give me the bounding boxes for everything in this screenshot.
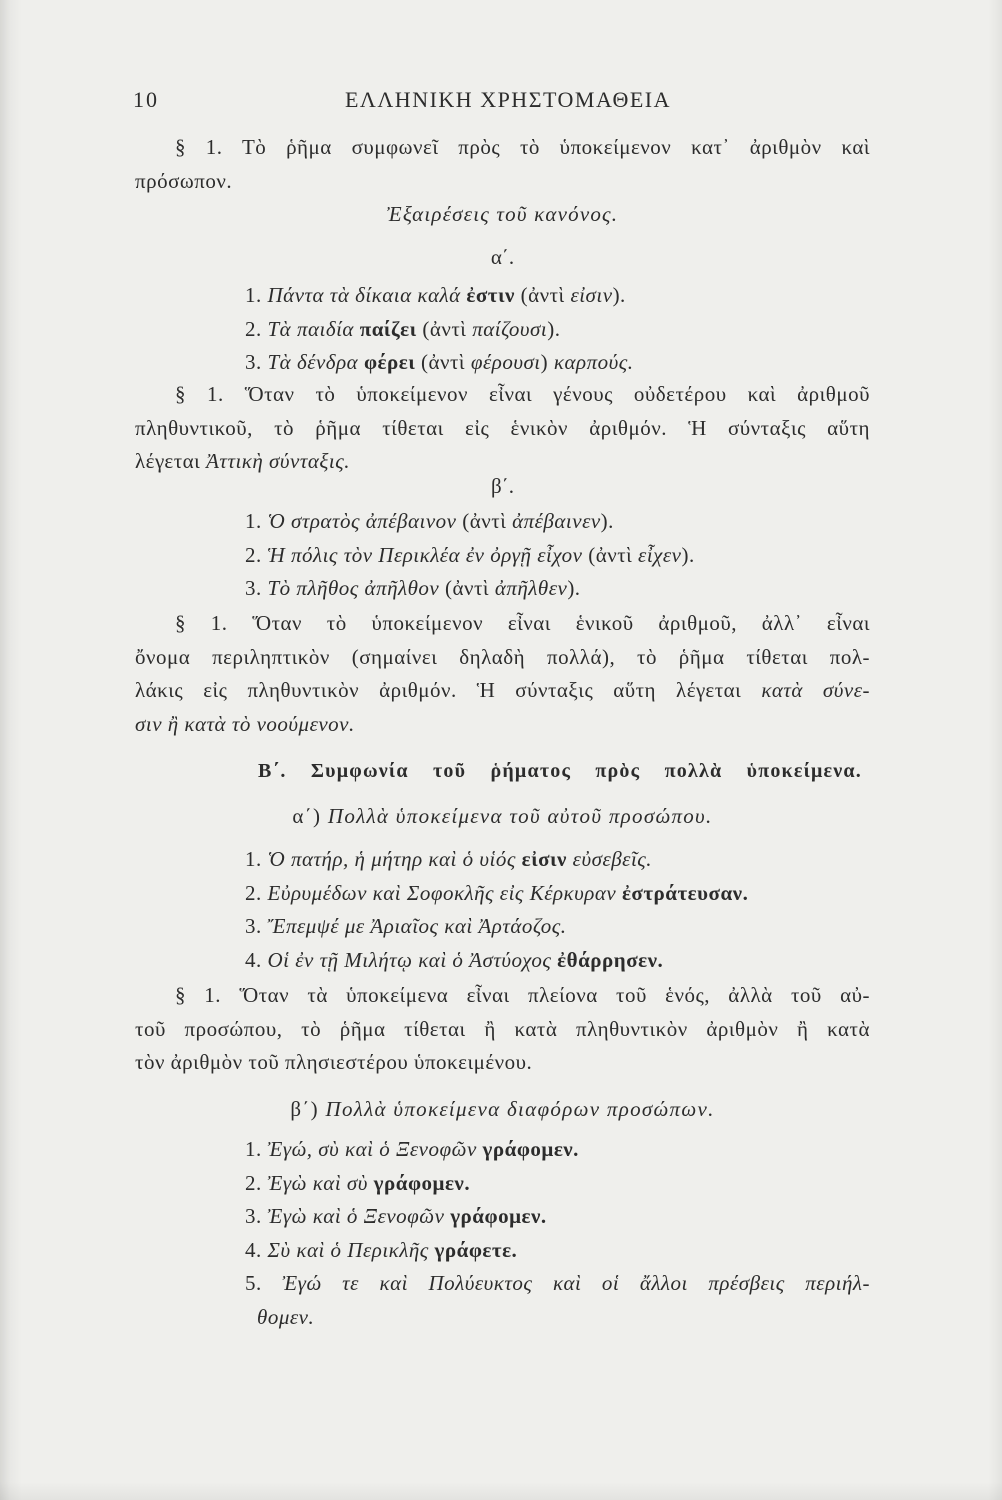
- text-line: [135, 641, 870, 675]
- text-run: § 1. Ὅταν τὰ ὑποκείμενα εἶναι πλείονα τοῦ ἑνός, ἀλλὰ τοῦ αὐ-: [175, 983, 870, 1007]
- example-item: [135, 877, 870, 911]
- text-run: ).: [567, 576, 581, 600]
- bold-run: παίζει: [359, 316, 417, 341]
- text-line: [135, 412, 870, 446]
- text-run: (ἀντὶ: [456, 509, 513, 533]
- example-item: [135, 505, 870, 539]
- text-line: [245, 1200, 870, 1234]
- text-run: 1.: [245, 847, 268, 871]
- example-item: [135, 313, 870, 347]
- note-paragraph-alpha: [135, 378, 870, 479]
- text-run: ): [540, 350, 554, 374]
- text-run: ).: [681, 542, 695, 567]
- text-run: 2.: [245, 316, 268, 341]
- italic-run: Πάντα τὰ δίκαια καλά: [267, 283, 467, 307]
- italic-run: Ἔπεμψέ με Ἀριαῖος καὶ Ἀρτάοζος.: [267, 914, 567, 938]
- italic-run: Πολλὰ ὑποκείμενα διαφόρων προσώπων.: [325, 1097, 715, 1121]
- text-line: [135, 378, 870, 412]
- text-line: [135, 979, 870, 1013]
- examples-list-beta: [135, 505, 870, 606]
- italic-run: Ὁ πατήρ, ἡ μήτηρ καὶ ὁ υἱός: [267, 847, 522, 871]
- heading: [135, 800, 870, 834]
- text-line: [245, 313, 870, 347]
- text-run: α΄): [292, 804, 328, 828]
- example-item: [135, 346, 870, 380]
- italic-run: Τὰ δένδρα: [267, 350, 364, 374]
- text-run: (ἀντὶ: [415, 350, 471, 374]
- text-run: 1.: [245, 509, 268, 533]
- text-run: 4.: [245, 947, 268, 972]
- italic-run: ἀπέβαινεν: [512, 509, 601, 533]
- italic-run: Εὐρυμέδων καὶ Σοφοκλῆς εἰς Κέρκυραν: [267, 880, 622, 905]
- text-run: (ἀντὶ: [416, 316, 473, 341]
- bold-run: γράφομεν.: [373, 1170, 471, 1195]
- italic-run: κατὰ σύνε-: [761, 678, 871, 702]
- text-line: [135, 165, 870, 199]
- text-run: ).: [612, 283, 626, 307]
- italic-run: καρπούς.: [553, 350, 634, 374]
- text-run: τοῦ προσώπου, τὸ ῥῆμα τίθεται ἢ κατὰ πληθυντικὸν ἀριθμὸν ἢ κατὰ: [135, 1016, 870, 1041]
- text-line: [245, 572, 870, 606]
- running-title: ΕΛΛΗΝΙΚΗ ΧΡΗΣΤΟΜΑΘΕΙΑ: [344, 87, 672, 112]
- italic-run: Τὸ πλῆθος ἀπῆλθον: [267, 576, 440, 600]
- example-item: [135, 1234, 870, 1268]
- text-line: [245, 1167, 870, 1201]
- agreement-rule-paragraph: [135, 131, 870, 198]
- examples-list-alpha: [135, 279, 870, 380]
- bold-run: γράφομεν.: [482, 1137, 579, 1161]
- text-line: [135, 1093, 870, 1127]
- text-line: [135, 674, 870, 708]
- text-run: λάκις εἰς πληθυντικὸν ἀριθμόν. Ἡ σύνταξις αὕτη λέγεται: [135, 678, 762, 702]
- examples-list-different-persons: [135, 1133, 870, 1334]
- italic-run: Ἐγώ, σὺ καὶ ὁ Ξενοφῶν: [267, 1137, 483, 1161]
- bold-run: γράφομεν.: [450, 1204, 547, 1228]
- text-line: [245, 346, 870, 380]
- text-run: 2.: [245, 880, 268, 905]
- bold-run: γράφετε.: [434, 1237, 518, 1262]
- example-item: [135, 1133, 870, 1167]
- text-line: [245, 843, 870, 877]
- text-line: [245, 505, 870, 539]
- example-item: [135, 539, 870, 573]
- paragraph: [135, 378, 870, 479]
- bold-run: ἐθάρρησεν.: [557, 947, 664, 972]
- text-line: [135, 607, 870, 641]
- text-line: [245, 1234, 870, 1268]
- text-run: 1.: [245, 283, 268, 307]
- italic-run: παίζουσι: [472, 316, 548, 341]
- text-run: 4.: [245, 1237, 268, 1262]
- italic-run: Οἱ ἐν τῇ Μιλήτῳ καὶ ὁ Ἀστύοχος: [267, 947, 558, 972]
- group-label-beta: β΄.: [491, 474, 514, 498]
- text-run: § 1. Ὅταν τὸ ὑποκείμενον εἶναι γένους οὐδετέρου καὶ ἀριθμοῦ: [175, 382, 870, 406]
- example-item: [135, 910, 870, 944]
- italic-run: Ἐγώ τε καὶ Πολύευκτος καὶ οἱ ἄλλοι πρέσβεις περιήλ-: [282, 1271, 870, 1295]
- text-line: [245, 539, 870, 573]
- note-paragraph-same-person: [135, 979, 870, 1080]
- text-line: [135, 1013, 870, 1047]
- paragraph: [135, 131, 870, 198]
- italic-run: Ἀττικὴ σύνταξις.: [206, 449, 350, 473]
- text-line: [245, 1267, 870, 1301]
- italic-run: Ἡ πόλις τὸν Περικλέα ἐν ὀργῇ εἶχον: [267, 542, 583, 567]
- text-run: (ἀντὶ: [439, 576, 495, 600]
- text-run: τὸν ἀριθμὸν τοῦ πλησιεστέρου ὑποκειμένου.: [135, 1050, 533, 1074]
- text-line: [135, 131, 870, 165]
- text-line: [245, 944, 870, 978]
- italic-run: εὐσεβεῖς.: [572, 847, 653, 871]
- paragraph: [135, 979, 870, 1080]
- text-run: πληθυντικοῦ, τὸ ῥῆμα τίθεται εἰς ἑνικὸν ἀριθμόν. Ἡ σύνταξις αὕτη: [135, 415, 870, 440]
- italic-run: θομεν.: [257, 1304, 315, 1329]
- text-run: 5.: [245, 1271, 283, 1295]
- text-run: 2.: [245, 542, 268, 567]
- text-line: [135, 1046, 870, 1080]
- italic-run: Πολλὰ ὑποκείμενα τοῦ αὐτοῦ προσώπου.: [327, 804, 713, 828]
- page-number: 10: [133, 87, 159, 112]
- text-run: § 1. Τὸ ῥῆμα συμφωνεῖ πρὸς τὸ ὑποκείμενον κατ᾽ ἀριθμὸν καὶ: [175, 135, 870, 159]
- text-line: [135, 800, 870, 834]
- subsection-heading-beta: [135, 1093, 870, 1127]
- text-run: 3.: [245, 350, 268, 374]
- example-item: [135, 1200, 870, 1234]
- italic-run: εἶχεν: [638, 542, 682, 567]
- subsection-heading-alpha: [135, 800, 870, 834]
- heading: [135, 1093, 870, 1127]
- section-heading: Β΄. Συμφωνία τοῦ ῥήματος πρὸς πολλὰ ὑποκείμενα.: [258, 760, 862, 782]
- example-item: [135, 279, 870, 313]
- italic-run: σιν ἢ κατὰ τὸ νοούμενον.: [135, 711, 355, 736]
- example-item: [135, 572, 870, 606]
- text-line: [245, 1301, 870, 1335]
- italic-run: Ἐγὼ καὶ ὁ Ξενοφῶν: [267, 1204, 451, 1228]
- italic-run: Ὁ στρατὸς ἀπέβαινον: [267, 509, 457, 533]
- text-run: (ἀντὶ: [582, 542, 639, 567]
- text-line: [245, 877, 870, 911]
- group-label-alpha: α΄.: [490, 245, 515, 269]
- text-line: [245, 910, 870, 944]
- bold-run: εἰσιν: [521, 847, 567, 871]
- bold-run: ἐστιν: [466, 283, 515, 307]
- example-item: [135, 1267, 870, 1334]
- text-run: πρόσωπον.: [135, 168, 233, 193]
- text-run: β΄): [290, 1097, 326, 1121]
- italic-run: Ἐγὼ καὶ σὺ: [267, 1170, 374, 1195]
- italic-run: φέρουσι: [470, 350, 541, 374]
- italic-run: Τὰ παιδία: [267, 316, 360, 341]
- italic-run: ἀπῆλθεν: [494, 576, 568, 600]
- text-run: λέγεται: [135, 449, 207, 473]
- text-run: ὄνομα περιληπτικὸν (σημαίνει δηλαδὴ πολλά), τὸ ῥῆμα τίθεται πολ-: [135, 644, 870, 669]
- text-run: ).: [547, 316, 561, 341]
- example-item: [135, 944, 870, 978]
- text-run: 3.: [245, 576, 268, 600]
- text-run: 3.: [245, 914, 268, 938]
- text-line: [245, 1133, 870, 1167]
- text-line: [245, 279, 870, 313]
- italic-run: εἰσιν: [570, 283, 613, 307]
- example-item: [135, 1167, 870, 1201]
- text-run: ).: [600, 509, 614, 533]
- bold-run: φέρει: [363, 350, 416, 374]
- note-paragraph-beta: [135, 607, 870, 741]
- text-run: (ἀντὶ: [514, 283, 571, 307]
- italic-run: Σὺ καὶ ὁ Περικλῆς: [267, 1237, 435, 1262]
- text-line: [135, 708, 870, 742]
- examples-list-same-person: [135, 843, 870, 977]
- text-run: 2.: [245, 1170, 268, 1195]
- bold-run: ἐστράτευσαν.: [621, 880, 749, 905]
- text-run: 3.: [245, 1204, 268, 1228]
- example-item: [135, 843, 870, 877]
- text-run: § 1. Ὅταν τὸ ὑποκείμενον εἶναι ἑνικοῦ ἀριθμοῦ, ἀλλ᾽ εἶναι: [175, 611, 870, 635]
- exceptions-heading: Ἐξαιρέσεις τοῦ κανόνος.: [386, 202, 619, 226]
- paragraph: [135, 607, 870, 741]
- running-header: [0, 83, 1002, 117]
- text-run: 1.: [245, 1137, 268, 1161]
